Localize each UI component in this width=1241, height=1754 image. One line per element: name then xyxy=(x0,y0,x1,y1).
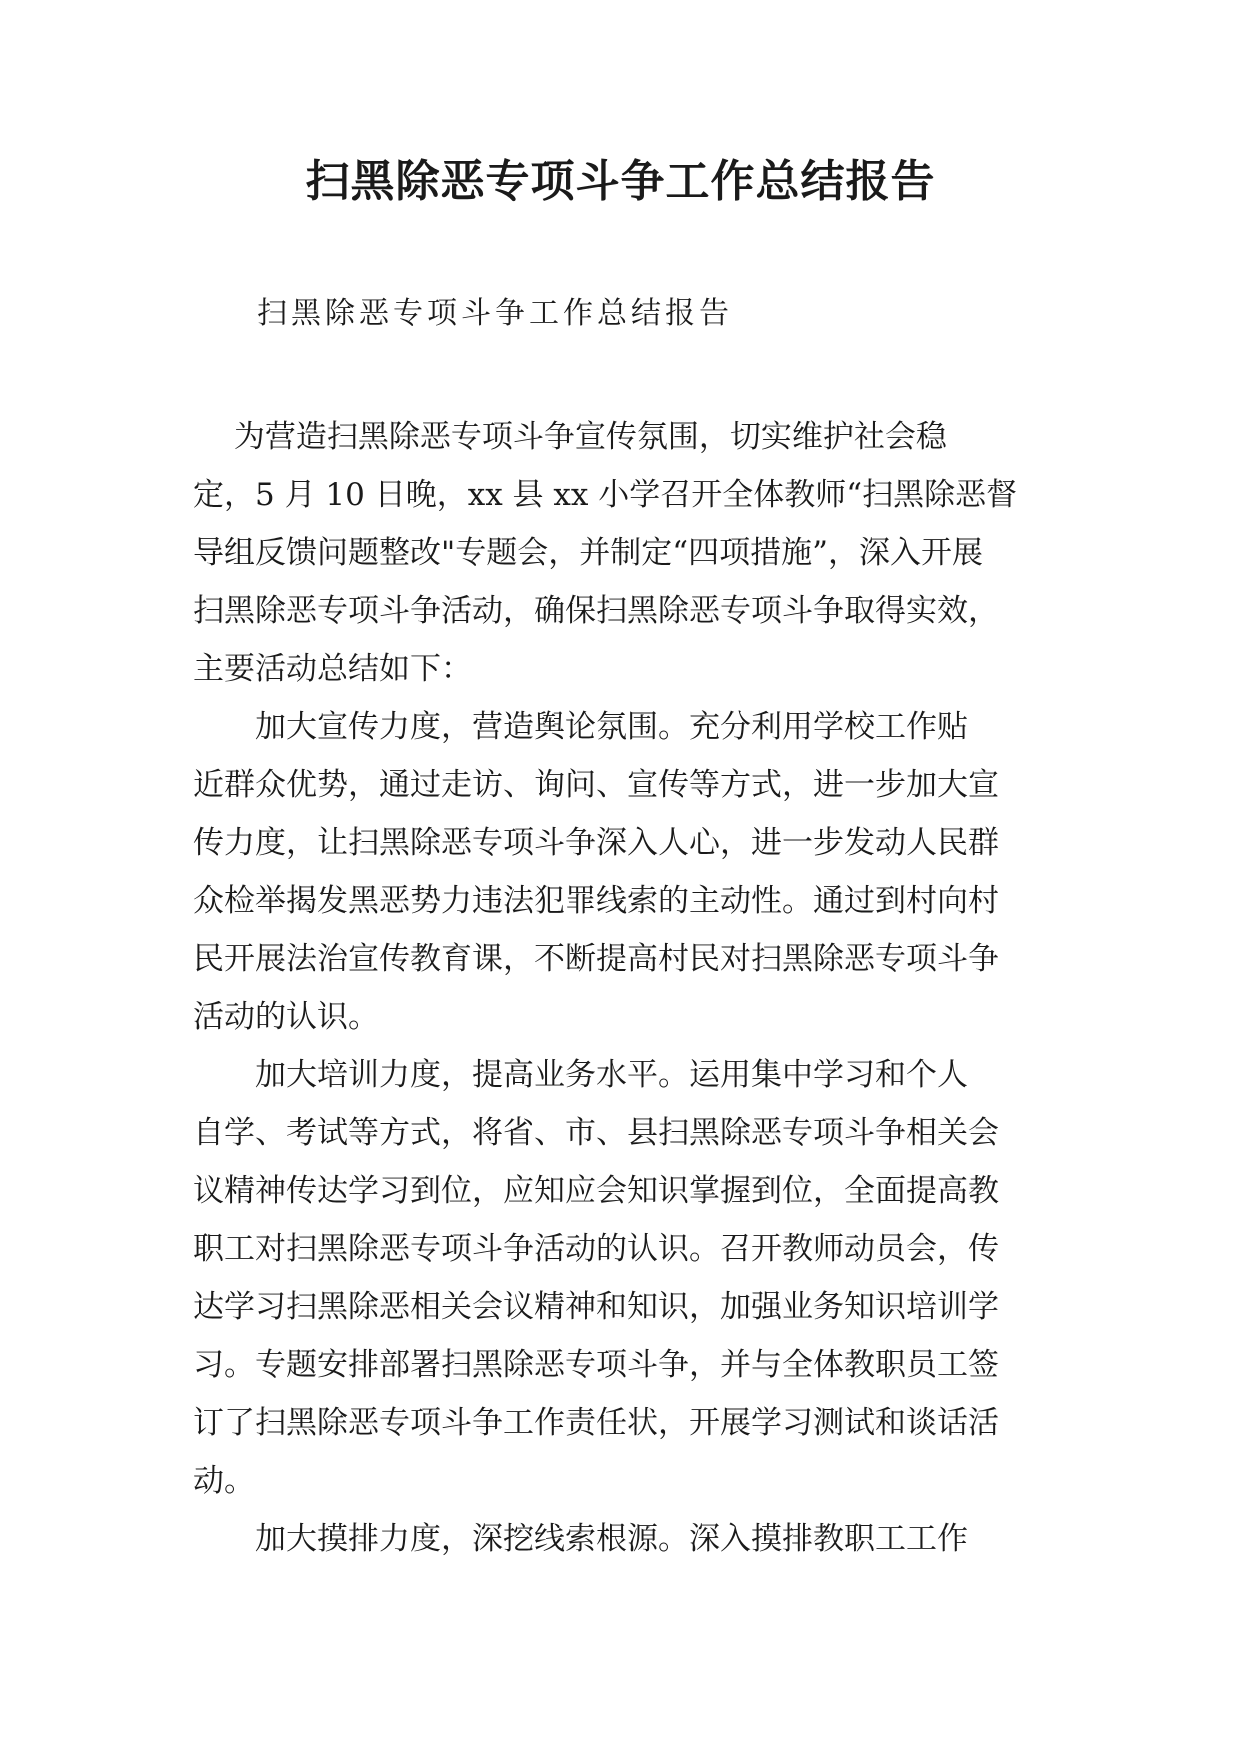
body-line: 达学习扫黑除恶相关会议精神和知识，加强业务知识培训学 xyxy=(193,1289,999,1325)
body-line: 为营造扫黑除恶专项斗争宣传氛围，切实维护社会稳 xyxy=(193,419,947,455)
body-line: 加大培训力度，提高业务水平。运用集中学习和个人 xyxy=(193,1057,968,1093)
body-line: 议精神传达学习到位，应知应会知识掌握到位，全面提高教 xyxy=(193,1173,999,1209)
body-line: 近群众优势，通过走访、询问、宣传等方式，进一步加大宣 xyxy=(193,767,999,803)
body-line: 众检举揭发黑恶势力违法犯罪线索的主动性。通过到村向村 xyxy=(193,883,999,919)
body-line: 加大摸排力度，深挖线索根源。深入摸排教职工工作 xyxy=(193,1521,968,1557)
body-line: 扫黑除恶专项斗争活动，确保扫黑除恶专项斗争取得实效， xyxy=(193,593,999,629)
body-line: 动。 xyxy=(193,1463,255,1499)
body-line: 民开展法治宣传教育课，不断提高村民对扫黑除恶专项斗争 xyxy=(193,941,999,977)
body-line: 加大宣传力度，营造舆论氛围。充分利用学校工作贴 xyxy=(193,709,968,745)
body-line: 定，5 月 10 日晚，xx 县 xx 小学召开全体教师“扫黑除恶督 xyxy=(193,477,1018,513)
body-line: 导组反馈问题整改"专题会，并制定“四项措施”，深入开展 xyxy=(193,535,983,571)
body-line: 订了扫黑除恶专项斗争工作责任状，开展学习测试和谈话活 xyxy=(193,1405,999,1441)
body-line: 习。专题安排部署扫黑除恶专项斗争，并与全体教职员工签 xyxy=(193,1347,999,1383)
body-line: 自学、考试等方式，将省、市、县扫黑除恶专项斗争相关会 xyxy=(193,1115,999,1151)
document-subtitle: 扫黑除恶专项斗争工作总结报告 xyxy=(257,296,733,331)
body-line: 活动的认识。 xyxy=(193,999,379,1035)
document-title: 扫黑除恶专项斗争工作总结报告 xyxy=(305,156,936,207)
body-line: 传力度，让扫黑除恶专项斗争深入人心，进一步发动人民群 xyxy=(193,825,999,861)
body-line: 职工对扫黑除恶专项斗争活动的认识。召开教师动员会，传 xyxy=(193,1231,999,1267)
body-line: 主要活动总结如下： xyxy=(193,651,472,687)
